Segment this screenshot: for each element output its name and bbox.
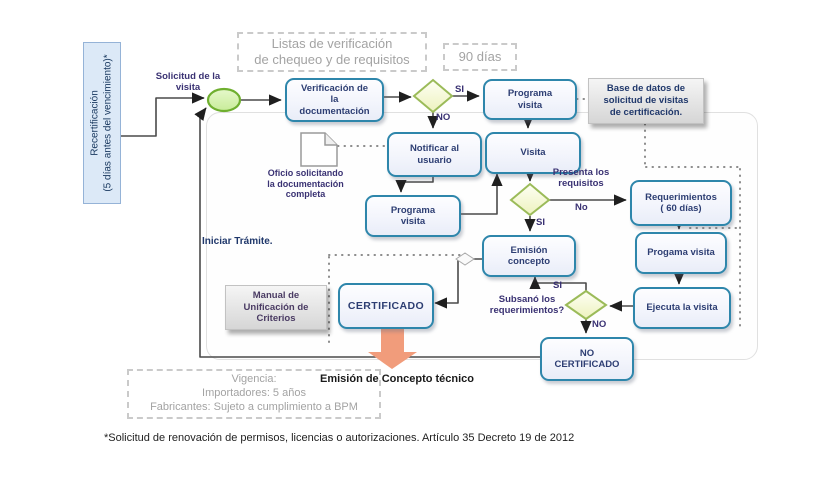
label-no-decision3 bbox=[592, 319, 606, 330]
database-note-line3: de certificación. bbox=[609, 106, 683, 118]
node-visita-label: Visita bbox=[520, 147, 546, 159]
node-certificado bbox=[338, 283, 434, 329]
label-presenta-l2: requisitos bbox=[558, 178, 604, 190]
node-no-certificado-l1: NO bbox=[579, 347, 595, 359]
manual-note-line1: Manual de bbox=[252, 289, 300, 301]
node-no-certificado bbox=[540, 337, 634, 381]
manual-note bbox=[225, 285, 327, 330]
label-no-decision1 bbox=[436, 112, 450, 123]
node-verificacion-l3: documentación bbox=[299, 105, 370, 117]
checklist-note-line2: de chequeo y de requisitos bbox=[254, 52, 410, 67]
checklist-note-line1: Listas de verificación bbox=[271, 35, 393, 51]
recertification-note-box bbox=[83, 42, 121, 204]
label-presenta-requisitos bbox=[541, 167, 621, 189]
vigencia-line3: Fabricantes: Sujeto a cumplimiento a BPM bbox=[150, 400, 358, 413]
node-progama-label: Progama visita bbox=[647, 247, 715, 259]
node-ejecuta-label: Ejecuta la visita bbox=[646, 302, 718, 314]
manual-note-line2: Unificación de bbox=[243, 301, 309, 313]
recertification-note-text bbox=[90, 44, 115, 202]
node-emision-concepto bbox=[482, 235, 576, 277]
recert-line2: (5 días antes del vencimiento)* bbox=[102, 54, 113, 192]
label-oficio-l1: Oficio solicitando bbox=[267, 168, 344, 178]
label-si-1: SI bbox=[455, 84, 464, 95]
edge-programa2-to-visita bbox=[457, 174, 497, 214]
label-no-1: NO bbox=[436, 112, 451, 123]
label-solicitud-l1: Solicitud de la bbox=[155, 71, 221, 82]
emission-big-arrow bbox=[368, 328, 417, 369]
label-oficio bbox=[258, 168, 353, 200]
vigencia-line2: Importadores: 5 años bbox=[202, 387, 306, 400]
label-iniciar-tramite bbox=[202, 236, 273, 248]
label-oficio-l2: la documentación bbox=[267, 178, 344, 189]
footnote-text: *Solicitud de renovación de permisos, licencias o autorizaciones. Artículo 35 Decreto 19 de 2012 bbox=[104, 432, 575, 444]
label-iniciar-text: Iniciar Trámite. bbox=[202, 236, 273, 247]
label-no-2: No bbox=[575, 202, 588, 213]
document-icon bbox=[301, 133, 337, 166]
database-note bbox=[588, 78, 704, 124]
database-note-line2: solicitud de visitas bbox=[603, 95, 689, 107]
edge-emision-to-certificado bbox=[435, 259, 482, 303]
label-emision-tecnico-text: Emisión de Concepto técnico bbox=[320, 373, 475, 385]
label-subsano-l1: Subsanó los bbox=[498, 294, 556, 305]
label-subsano-l2: requerimientos? bbox=[489, 305, 565, 317]
label-si-3: SI bbox=[553, 280, 562, 291]
label-si-2: SI bbox=[536, 217, 545, 228]
node-emision-l1: Emisión bbox=[510, 244, 548, 256]
label-no-3: NO bbox=[592, 319, 607, 330]
node-programa-visita-top bbox=[483, 79, 577, 120]
label-solicitud-l2: visita bbox=[175, 82, 201, 94]
decision-documentation-ok bbox=[414, 80, 452, 112]
node-no-certificado-l2: CERTIFICADO bbox=[554, 359, 620, 370]
node-emision-l2: concepto bbox=[507, 256, 551, 267]
node-requerimientos bbox=[630, 180, 732, 226]
node-progama-visita bbox=[635, 232, 727, 274]
decision-subsano-requerimientos bbox=[566, 291, 606, 319]
node-requerimientos-l2: ( 60 días) bbox=[660, 203, 702, 214]
database-note-line1: Base de datos de bbox=[606, 83, 686, 95]
node-requerimientos-l1: Requerimientos bbox=[645, 191, 717, 203]
edge-recert-to-start bbox=[119, 98, 204, 136]
node-notificar-l1: Notificar al bbox=[409, 143, 460, 155]
node-programa-top-l1: Programa bbox=[507, 88, 553, 100]
node-verificacion-l2: la bbox=[330, 94, 339, 106]
footnote bbox=[104, 432, 574, 444]
label-si-decision1 bbox=[455, 84, 464, 95]
label-si-decision3 bbox=[553, 280, 562, 291]
node-ejecuta-visita bbox=[633, 287, 731, 329]
node-certificado-label: CERTIFICADO bbox=[347, 299, 425, 312]
manual-note-line3: Criterios bbox=[256, 313, 296, 325]
vigencia-line1: Vigencia: bbox=[231, 373, 277, 386]
label-presenta-l1: Presenta los bbox=[552, 167, 610, 178]
label-subsano bbox=[488, 294, 566, 316]
recert-line1: Recertificación bbox=[89, 90, 101, 156]
node-programa-visita-mid bbox=[365, 195, 461, 237]
node-programa-top-l2: visita bbox=[517, 99, 543, 111]
node-verificacion-l1: Verificación de bbox=[300, 82, 369, 94]
node-notificar bbox=[387, 132, 482, 177]
label-oficio-l3: completa bbox=[285, 189, 326, 200]
node-programa-mid-l1: Programa bbox=[390, 204, 436, 216]
label-emision-concepto-tecnico bbox=[320, 373, 474, 385]
node-programa-mid-l2: visita bbox=[400, 216, 426, 227]
node-notificar-l2: usuario bbox=[417, 154, 452, 166]
node-verificacion bbox=[285, 78, 384, 122]
ninety-days-text: 90 días bbox=[458, 48, 502, 64]
label-si-decision2 bbox=[536, 217, 545, 228]
label-solicitud-visita bbox=[148, 71, 228, 93]
label-no-decision2 bbox=[575, 202, 588, 213]
